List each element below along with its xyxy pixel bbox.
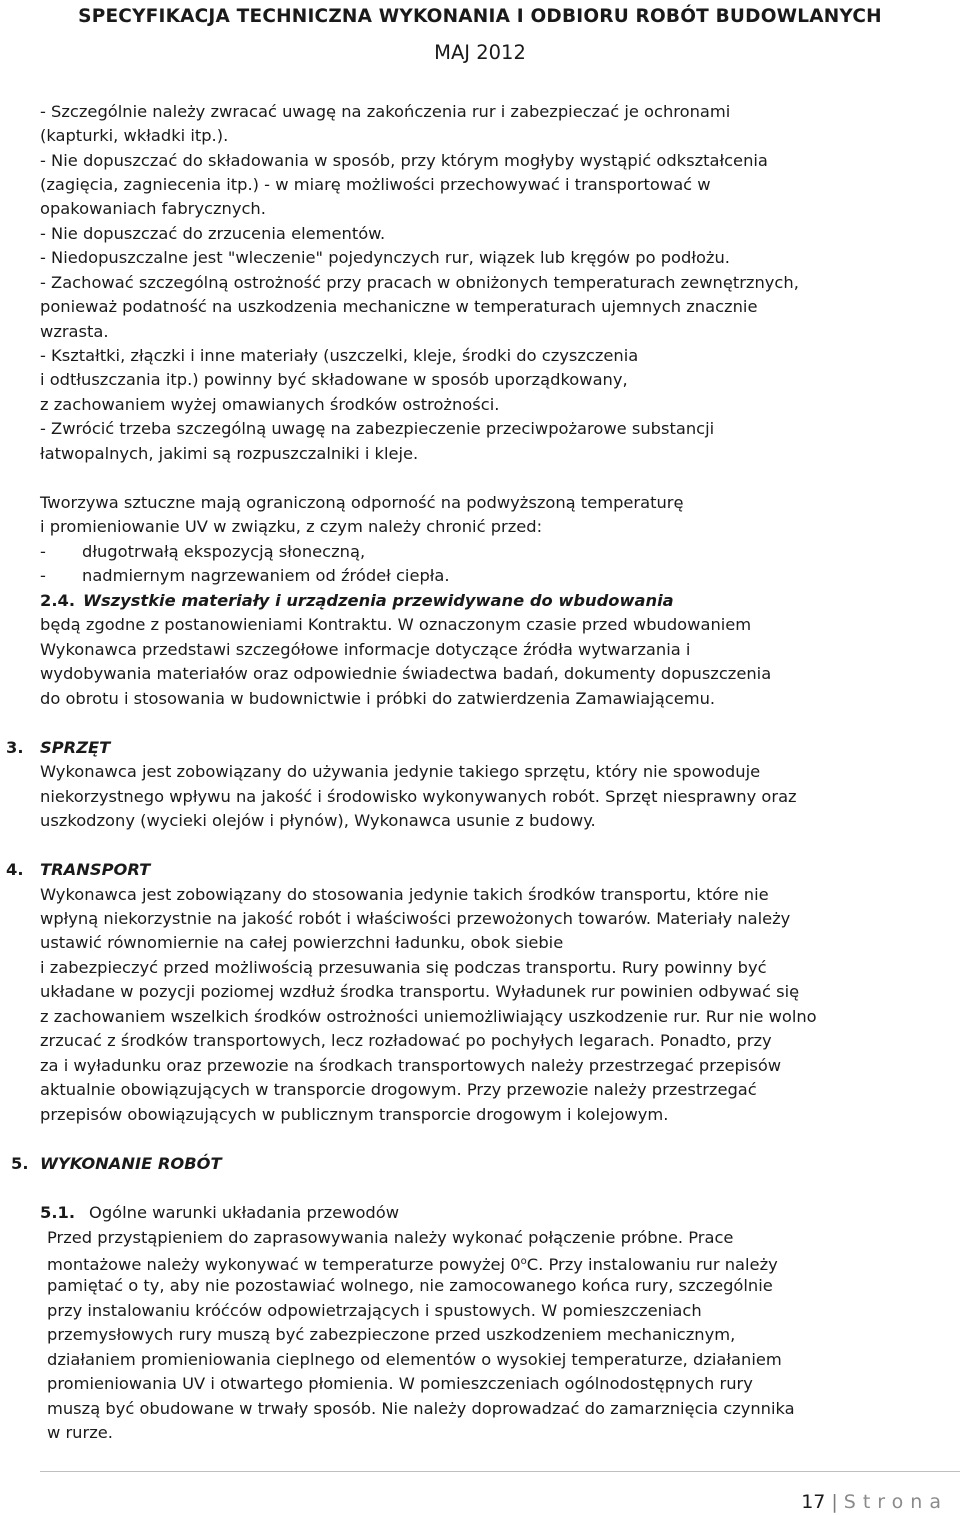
text-line: i promieniowanie UV w związku, z czym należy chronić przed: bbox=[40, 517, 543, 536]
section-heading: Ogólne warunki układania przewodów bbox=[89, 1203, 400, 1222]
text-line: uszkodzony (wycieki olejów i płynów), Wykonawca usunie z budowy. bbox=[40, 811, 596, 830]
text-line: - Kształtki, złączki i inne materiały (uszczelki, kleje, środki do czyszczenia bbox=[40, 346, 639, 365]
list-item: nadmiernym nagrzewaniem od źródeł ciepła. bbox=[82, 566, 450, 585]
degree-sign: o bbox=[520, 1256, 527, 1267]
section-heading: SPRZĘT bbox=[40, 738, 111, 757]
text-line: łatwopalnych, jakimi są rozpuszczalniki i kleje. bbox=[40, 444, 419, 463]
text-line: przepisów obowiązujących w publicznym transporcie drogowym i kolejowym. bbox=[40, 1105, 669, 1124]
list-item: długotrwałą ekspozycją słoneczną, bbox=[82, 542, 366, 561]
text-line: aktualnie obowiązujących w transporcie drogowym. Przy przewozie należy przestrzegać bbox=[40, 1080, 757, 1099]
text-line: promieniowania UV i otwartego płomienia. W pomieszczeniach ogólnodostępnych rury bbox=[47, 1374, 753, 1393]
page-word: Strona bbox=[843, 1491, 948, 1513]
text-segment: C. Przy instalowaniu rur należy bbox=[526, 1255, 778, 1274]
text-line: - Zachować szczególną ostrożność przy pracach w obniżonych temperaturach zewnętrznych, bbox=[40, 273, 799, 292]
text-line: Tworzywa sztuczne mają ograniczoną odporność na podwyższoną temperaturę bbox=[40, 493, 684, 512]
text-line: zrzucać z środków transportowych, lecz rozładować po pochyłych legarach. Ponadto, przy bbox=[40, 1031, 772, 1050]
text-line: Wykonawca jest zobowiązany do stosowania jedynie takich środków transportu, które nie bbox=[40, 885, 769, 904]
header-title: SPECYFIKACJA TECHNICZNA WYKONANIA I ODBIORU ROBÓT BUDOWLANYCH bbox=[78, 6, 882, 27]
section-heading: Wszystkie materiały i urządzenia przewidywane do wbudowania bbox=[83, 591, 674, 610]
section-number: 5.1. bbox=[40, 1203, 76, 1222]
text-line: z zachowaniem wszelkich środków ostrożności uniemożliwiający uszkodzenie rur. Rur nie wolno bbox=[40, 1007, 817, 1026]
text-line: niekorzystnego wpływu na jakość i środowisko wykonywanych robót. Sprzęt niesprawny oraz bbox=[40, 787, 797, 806]
text-line: - Szczególnie należy zwracać uwagę na zakończenia rur i zabezpieczać je ochronami bbox=[40, 102, 731, 121]
text-line: ustawić równomiernie na całej powierzchni ładunku, obok siebie bbox=[40, 933, 564, 952]
text-line: - Nie dopuszczać do zrzucenia elementów. bbox=[40, 224, 386, 243]
text-line: Wykonawca przedstawi szczegółowe informacje dotyczące źródła wytwarzania i bbox=[40, 640, 691, 659]
text-segment: montażowe należy wykonywać w temperaturze powyżej 0 bbox=[47, 1255, 521, 1274]
text-line: w rurze. bbox=[47, 1423, 113, 1442]
footer-separator: | bbox=[831, 1491, 838, 1513]
section-number: 4. bbox=[6, 860, 24, 879]
text-line: i zabezpieczyć przed możliwością przesuwania się podczas transportu. Rury powinny być bbox=[40, 958, 767, 977]
text-line: - Nie dopuszczać do składowania w sposób, przy którym mogłyby wystąpić odkształcenia bbox=[40, 151, 768, 170]
text-line: przemysłowych rury muszą być zabezpieczone przed uszkodzeniem mechanicznym, bbox=[47, 1325, 736, 1344]
text-line: - Zwrócić trzeba szczególną uwagę na zabezpieczenie przeciwpożarowe substancji bbox=[40, 419, 715, 438]
section-number: 3. bbox=[6, 738, 24, 757]
text-line: z zachowaniem wyżej omawianych środków ostrożności. bbox=[40, 395, 500, 414]
text-line: do obrotu i stosowania w budownictwie i próbki do zatwierdzenia Zamawiającemu. bbox=[40, 689, 716, 708]
text-line: wzrasta. bbox=[40, 322, 109, 341]
text-line: działaniem promieniowania cieplnego od elementów o wysokiej temperaturze, działaniem bbox=[47, 1350, 782, 1369]
text-line: za i wyładunku oraz przewozie na środkach transportowych należy przestrzegać przepisów bbox=[40, 1056, 782, 1075]
footer-divider bbox=[40, 1471, 960, 1472]
text-line: pamiętać o ty, aby nie pozostawiać wolnego, nie zamocowanego końca rury, szczególnie bbox=[47, 1276, 773, 1295]
list-item-dash: - bbox=[40, 542, 46, 561]
page-number: 17 bbox=[801, 1491, 826, 1513]
text-line: będą zgodne z postanowieniami Kontraktu. W oznaczonym czasie przed wbudowaniem bbox=[40, 615, 752, 634]
text-line: (kapturki, wkładki itp.). bbox=[40, 126, 229, 145]
page-footer bbox=[801, 1490, 948, 1514]
text-line bbox=[47, 1251, 778, 1276]
text-line: opakowaniach fabrycznych. bbox=[40, 199, 266, 218]
text-line: wpłyną niekorzystnie na jakość robót i właściwości przewożonych towarów. Materiały należy bbox=[40, 909, 791, 928]
header-date: MAJ 2012 bbox=[434, 41, 526, 64]
section-heading: TRANSPORT bbox=[40, 860, 151, 879]
text-line: Przed przystąpieniem do zaprasowywania należy wykonać połączenie próbne. Prace bbox=[47, 1228, 734, 1247]
section-number: 2.4. bbox=[40, 591, 76, 610]
text-line: przy instalowaniu króćców odpowietrzających i spustowych. W pomieszczeniach bbox=[47, 1301, 702, 1320]
text-line: - Niedopuszczalne jest "wleczenie" pojedynczych rur, wiązek lub kręgów po podłożu. bbox=[40, 248, 730, 267]
section-number: 5. bbox=[11, 1154, 29, 1173]
text-line: układane w pozycji poziomej wzdłuż środka transportu. Wyładunek rur powinien odbywać się bbox=[40, 982, 800, 1001]
section-heading: WYKONANIE ROBÓT bbox=[40, 1154, 222, 1173]
text-line: wydobywania materiałów oraz odpowiednie świadectwa badań, dokumenty dopuszczenia bbox=[40, 664, 772, 683]
text-line: muszą być obudowane w trwały sposób. Nie należy doprowadzać do zamarznięcia czynnika bbox=[47, 1399, 795, 1418]
text-line: ponieważ podatność na uszkodzenia mechaniczne w temperaturach ujemnych znacznie bbox=[40, 297, 758, 316]
text-line: (zagięcia, zagniecenia itp.) - w miarę możliwości przechowywać i transportować w bbox=[40, 175, 711, 194]
list-item-dash: - bbox=[40, 566, 46, 585]
text-line: Wykonawca jest zobowiązany do używania jedynie takiego sprzętu, który nie spowoduje bbox=[40, 762, 761, 781]
text-line: i odtłuszczania itp.) powinny być składowane w sposób uporządkowany, bbox=[40, 370, 628, 389]
